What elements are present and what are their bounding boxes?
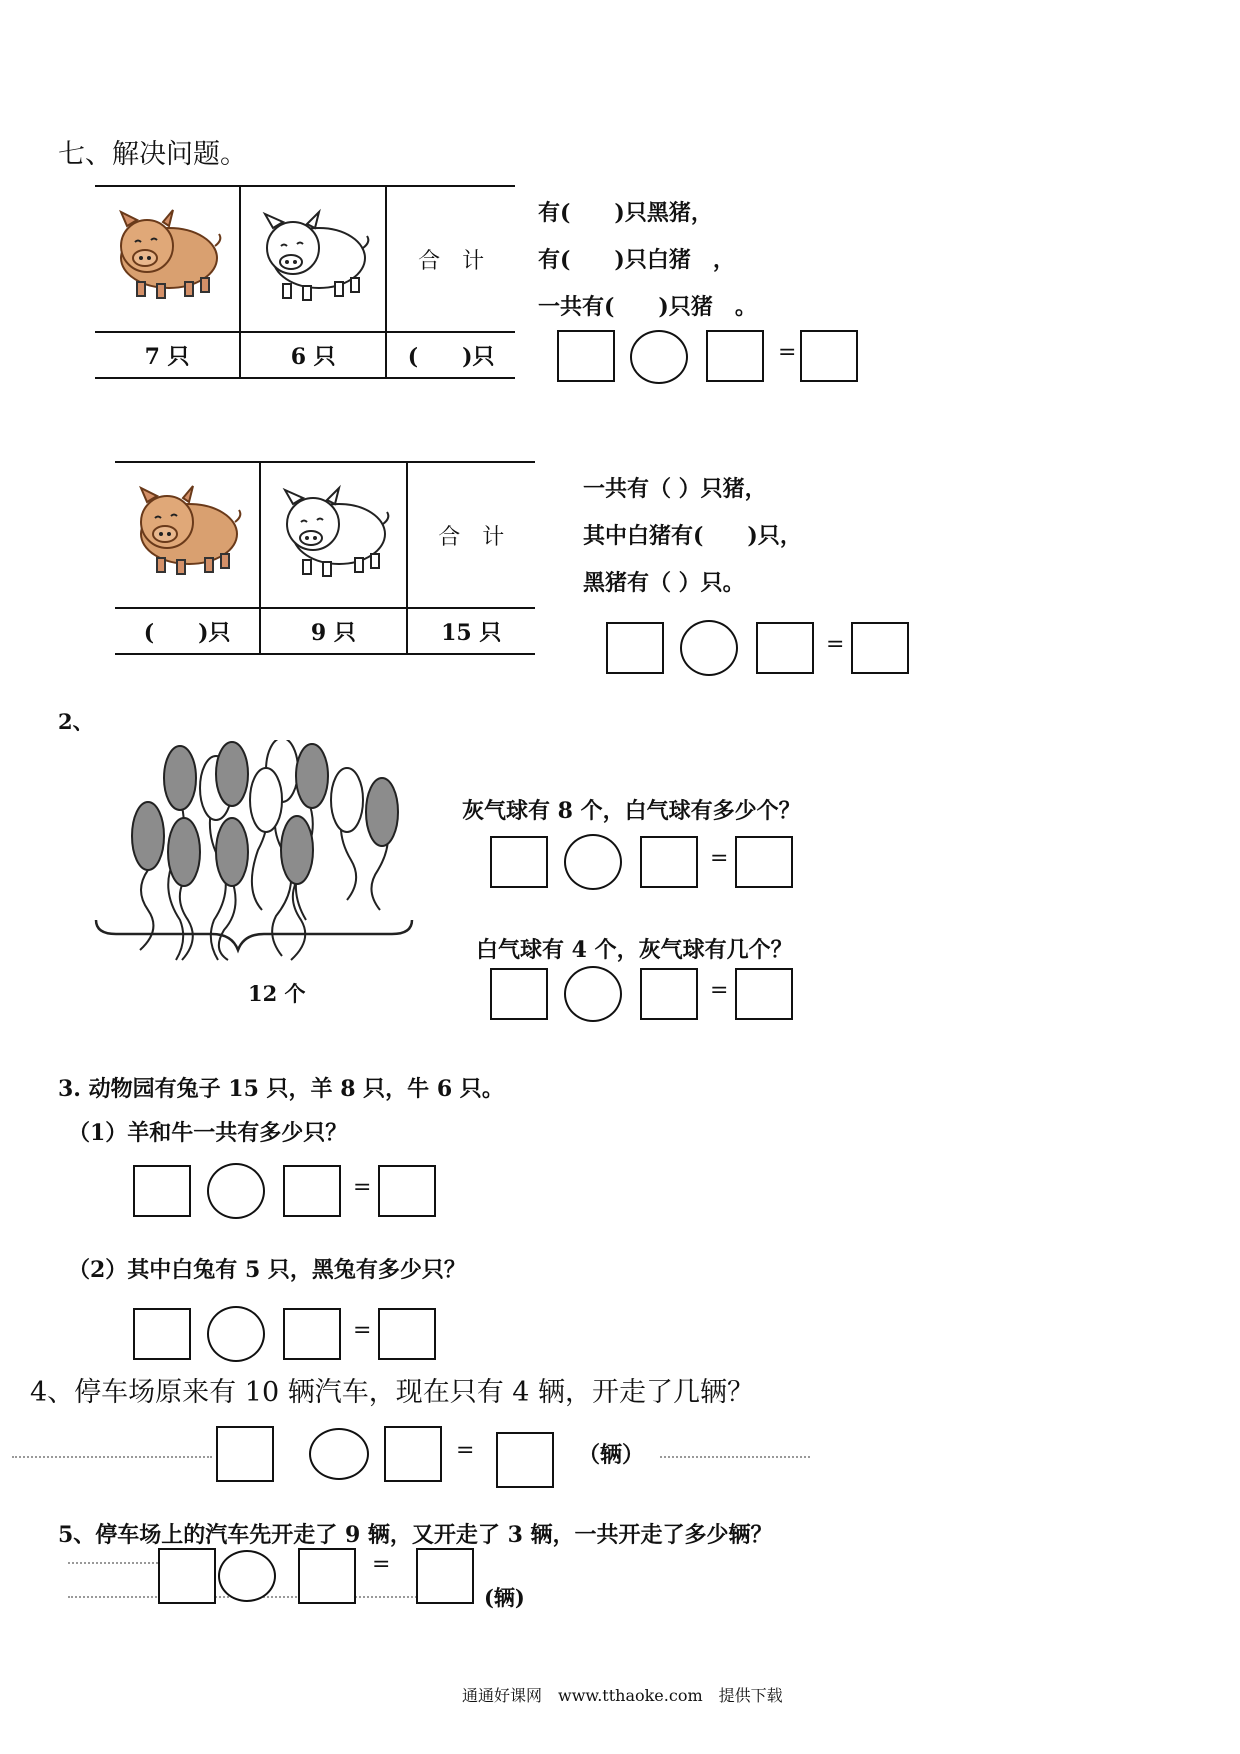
answer-box[interactable] [283, 1165, 341, 1217]
operator-circle[interactable] [680, 620, 738, 676]
equals-sign: = [456, 1438, 475, 1463]
table-cell: ( )只 [115, 608, 260, 654]
q4-unit: （辆） [578, 1442, 645, 1468]
answer-box[interactable] [298, 1548, 356, 1604]
section-title: 七、解决问题。 [58, 139, 247, 170]
black-pig-image [127, 482, 247, 582]
answer-box[interactable] [496, 1432, 554, 1488]
q4-title: 4、停车场原来有 10 辆汽车，现在只有 4 辆，开走了几辆？ [30, 1377, 755, 1408]
operator-circle[interactable] [218, 1550, 276, 1602]
answer-box[interactable] [706, 330, 764, 382]
black-pig-cell [95, 186, 240, 332]
black-pig-image [107, 206, 227, 306]
answer-box[interactable] [378, 1308, 436, 1360]
answer-box[interactable] [851, 622, 909, 674]
q1b-line-1: 一共有（ ）只猪， [583, 476, 767, 502]
operator-circle[interactable] [564, 966, 622, 1022]
white-pig-image [273, 482, 393, 582]
operator-circle[interactable] [207, 1163, 265, 1219]
q5-unit: (辆) [484, 1585, 525, 1610]
answer-box[interactable] [490, 968, 548, 1020]
answer-box[interactable] [133, 1165, 191, 1217]
pig-table-1 [95, 185, 515, 379]
q2-number: 2、 [58, 709, 94, 734]
answer-box[interactable] [640, 968, 698, 1020]
operator-circle[interactable] [564, 834, 622, 890]
dotted-line [68, 1596, 468, 1598]
equals-sign: = [778, 340, 797, 365]
q2-question-b: 白气球有 4 个，灰气球有几个？ [476, 937, 793, 963]
table-cell: 15 只 [407, 608, 536, 654]
black-pig-cell [115, 462, 260, 608]
balloons-illustration [92, 740, 432, 970]
equals-sign: = [353, 1175, 372, 1200]
q1b-line-2: 其中白猪有( )只， [583, 523, 802, 549]
equals-sign: = [710, 846, 729, 871]
answer-box[interactable] [384, 1426, 442, 1482]
operator-circle[interactable] [630, 330, 688, 384]
table-cell: 6 只 [240, 332, 386, 378]
q1a-line-1: 有( )只黑猪， [538, 200, 713, 226]
white-pig-cell [260, 462, 406, 608]
answer-box[interactable] [557, 330, 615, 382]
equals-sign: = [826, 632, 845, 657]
equals-sign: = [372, 1552, 391, 1577]
operator-circle[interactable] [207, 1306, 265, 1362]
q1a-line-3: 一共有( )只猪 。 [538, 294, 757, 320]
answer-box[interactable] [133, 1308, 191, 1360]
answer-box[interactable] [606, 622, 664, 674]
q5-title: 5、停车场上的汽车先开走了 9 辆，又开走了 3 辆，一共开走了多少辆？ [58, 1522, 773, 1548]
q1b-line-3: 黑猪有（ ）只。 [583, 570, 745, 596]
operator-circle[interactable] [309, 1428, 369, 1480]
equals-sign: = [353, 1318, 372, 1343]
table-cell: ( )只 [386, 332, 515, 378]
footer-text: 通通好课网 www.tthaoke.com 提供下载 [462, 1686, 783, 1705]
q1a-line-2: 有( )只白猪 ， [538, 247, 735, 273]
answer-box[interactable] [378, 1165, 436, 1217]
q3-sub1: （1）羊和牛一共有多少只？ [68, 1120, 348, 1146]
answer-box[interactable] [158, 1548, 216, 1604]
answer-box[interactable] [735, 836, 793, 888]
answer-box[interactable] [640, 836, 698, 888]
answer-box[interactable] [416, 1548, 474, 1604]
q2-question-a: 灰气球有 8 个，白气球有多少个？ [462, 798, 801, 824]
answer-box[interactable] [490, 836, 548, 888]
q3-sub2: （2）其中白兔有 5 只，黑兔有多少只？ [68, 1257, 466, 1283]
total-label: 合 计 [386, 186, 515, 332]
answer-box[interactable] [216, 1426, 274, 1482]
pig-table-2 [115, 461, 535, 655]
total-label: 合 计 [407, 462, 536, 608]
q3-title: 3. 动物园有兔子 15 只，羊 8 只，牛 6 只。 [58, 1076, 504, 1102]
table-cell: 9 只 [260, 608, 406, 654]
balloons-total-label: 12 个 [248, 981, 306, 1006]
dotted-line [12, 1456, 212, 1458]
table-cell: 7 只 [95, 332, 240, 378]
equals-sign: = [710, 978, 729, 1003]
white-pig-cell [240, 186, 386, 332]
answer-box[interactable] [283, 1308, 341, 1360]
answer-box[interactable] [735, 968, 793, 1020]
answer-box[interactable] [800, 330, 858, 382]
answer-box[interactable] [756, 622, 814, 674]
dotted-line [68, 1562, 158, 1564]
dotted-line [660, 1456, 810, 1458]
white-pig-image [253, 206, 373, 306]
